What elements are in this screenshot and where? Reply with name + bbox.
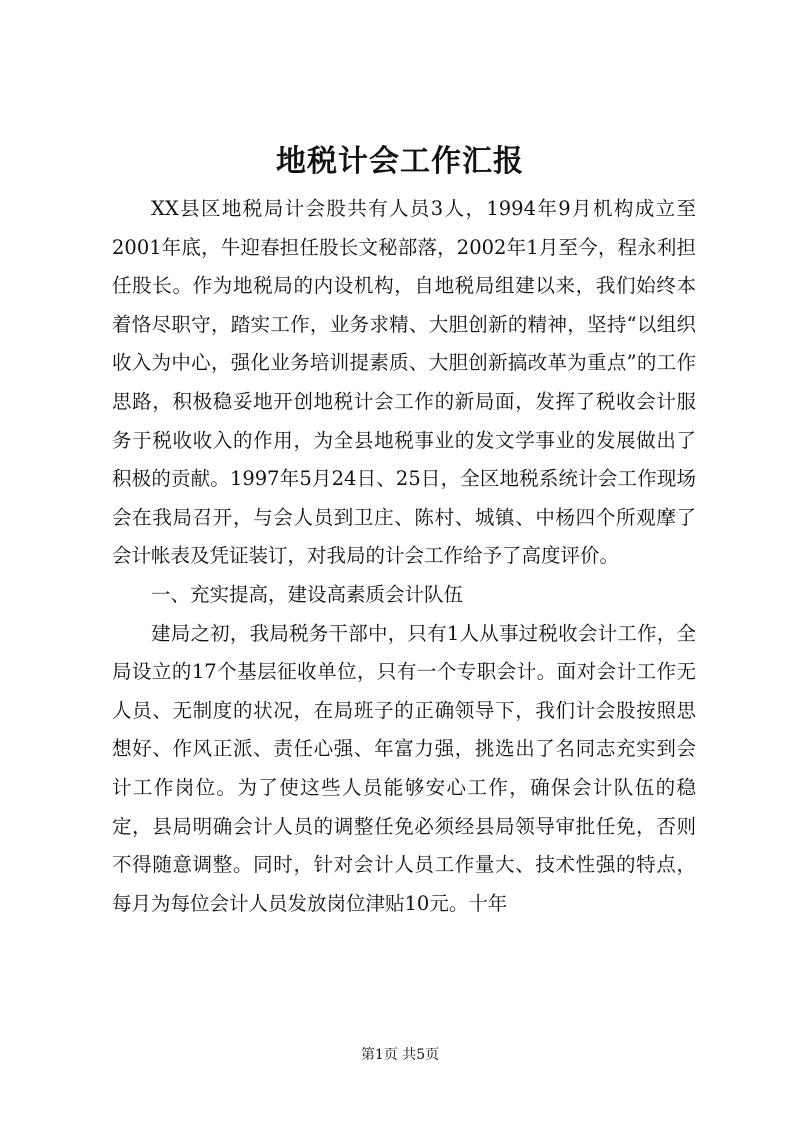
paragraph-section-1: 建局之初，我局税务干部中，只有1人从事过税收会计工作，全局设立的17个基层征收单位，只有一个专职会计。面对会计工作无人员、无制度的状况，在局班子的正确领导下，我们计会股按照思想好、作风正派、责任心强、年富力强，挑选出了名同志充实到会计工作岗位。为了使这些人员能够安心工作，确保会计队伍的稳定，县局明确会计人员的调整任免必须经县局领导审批任免，否则不得随意调整。同时，针对会计人员工作量大、技术性强的特点，每月为每位会计人员发放岗位津贴10元。十年 <box>112 621 696 915</box>
paragraph-intro: XX县区地税局计会股共有人员3人，1994年9月机构成立至2001年底，牛迎春担任股长文秘部落，2002年1月至今，程永利担任股长。作为地税局的内设机构，自地税局组建以来，我们始终本着恪尽职守，踏实工作，业务求精、大胆创新的精神，坚持“以组织收入为中心，强化业务培训提素质、大胆创新搞改革为重点”的工作思路，积极稳妥地开创地税计会工作的新局面，发挥了税收会计服务于税收收入的作用，为全县地税事业的发文学事业的发展做出了积极的贡献。1997年5月24日、25日，全区地税系统计会工作现场会在我局召开，与会人员到卫庄、陈村、城镇、中杨四个所观摩了会计帐表及凭证装订，对我局的计会工作给予了高度评价。 <box>112 197 696 568</box>
document-body <box>112 190 696 923</box>
section-heading: 一、充实提高，建设高素质会计队伍 <box>151 582 464 606</box>
page-footer: 第1页 共5页 <box>360 1047 440 1063</box>
document-title: 地税计会工作汇报 <box>276 144 524 179</box>
